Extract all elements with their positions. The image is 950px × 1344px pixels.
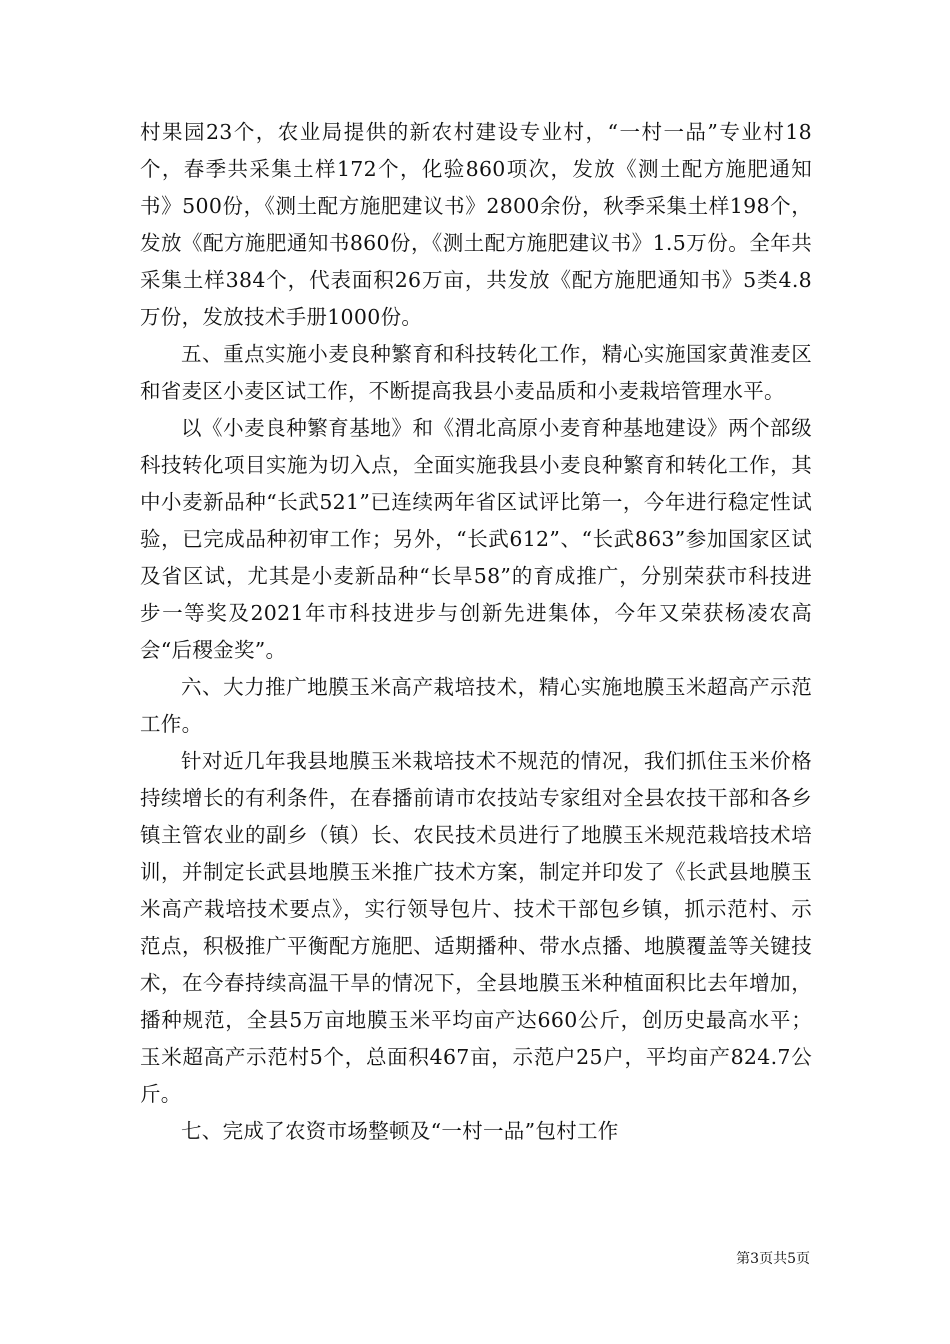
page-number: 第3页共5页	[736, 1251, 810, 1267]
paragraph-wheat-breeding: 以《小麦良种繁育基地》和《渭北高原小麦育种基地建设》两个部级科技转化项目实施为切入点，全面实施我县小麦良种繁育和转化工作，其中小麦新品种“长武521”已连续两年省区试评比第一，今年进行稳定性试验，已完成品种初审工作；另外，“长武612”、“长武863”参加国家区试及省区试，尤其是小麦新品种“长旱58”的育成推广，分别荣获市科技进步一等奖及2021年市科技进步与创新先进集体，今年又荣获杨凌农高会“后稷金奖”。	[140, 416, 812, 662]
heading-plastic-film-corn: 六、大力推广地膜玉米高产栽培技术，精心实施地膜玉米超高产示范工作。	[140, 675, 812, 736]
paragraph-soil-sampling: 村果园23个，农业局提供的新农村建设专业村，“一村一品”专业村18个，春季共采集土样172个，化验860项次，发放《测土配方施肥通知书》500份，《测土配方施肥建议书》2800余份，秋季采集土样198个，发放《配方施肥通知书860份，《测土配方施肥建议书》1.5万份。全年共采集土样384个，代表面积26万亩，共发放《配方施肥通知书》5类4.8万份，发放技术手册1000份。	[140, 120, 812, 329]
paragraph-plastic-film-corn: 针对近几年我县地膜玉米栽培技术不规范的情况，我们抓住玉米价格持续增长的有利条件，在春播前请市农技站专家组对全县农技干部和各乡镇主管农业的副乡（镇）长、农民技术员进行了地膜玉米规范栽培技术培训，并制定长武县地膜玉米推广技术方案，制定并印发了《长武县地膜玉米高产栽培技术要点》，实行领导包片、技术干部包乡镇，抓示范村、示范点，积极推广平衡配方施肥、适期播种、带水点播、地膜覆盖等关键技术，在今春持续高温干旱的情况下，全县地膜玉米种植面积比去年增加，播种规范，全县5万亩地膜玉米平均亩产达660公斤，创历史最高水平；玉米超高产示范村5个，总面积467亩，示范户25户，平均亩产824.7公斤。	[140, 749, 812, 1106]
heading-wheat-breeding: 五、重点实施小麦良种繁育和科技转化工作，精心实施国家黄淮麦区和省麦区小麦区试工作，不断提高我县小麦品质和小麦栽培管理水平。	[140, 342, 812, 403]
document-body	[140, 114, 812, 1150]
heading-market-rectification: 七、完成了农资市场整顿及“一村一品”包村工作	[181, 1119, 619, 1143]
